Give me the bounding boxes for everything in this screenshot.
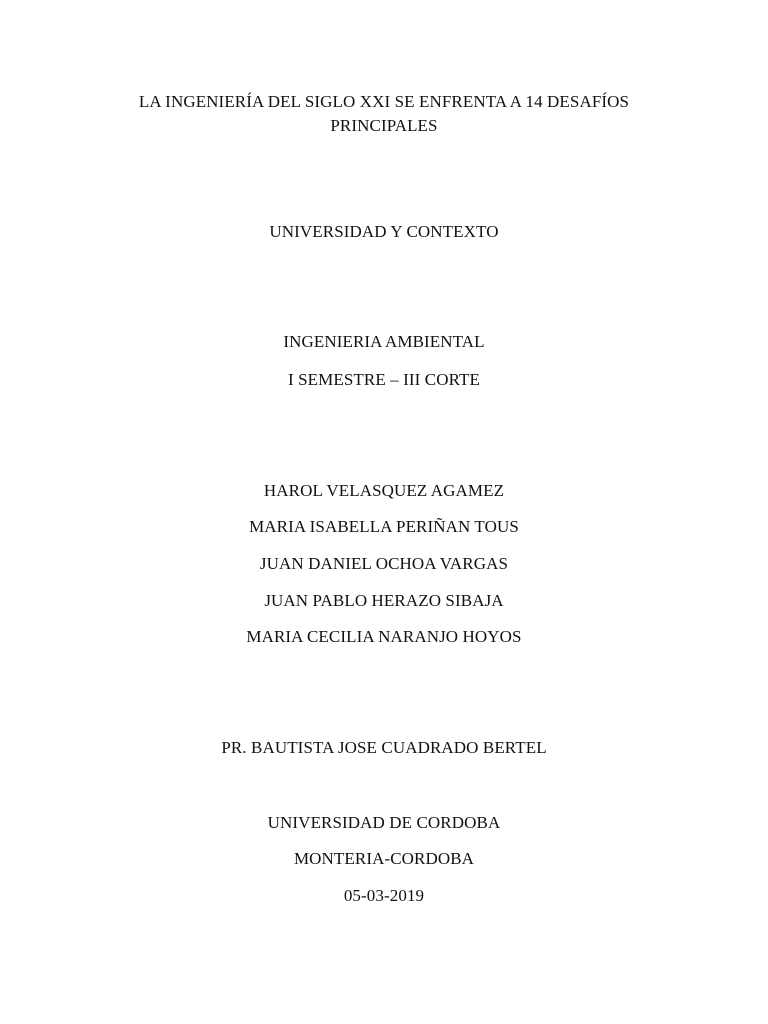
course-name: UNIVERSIDAD Y CONTEXTO: [269, 222, 499, 241]
program-name: INGENIERIA AMBIENTAL: [283, 332, 485, 351]
title-line-1: LA INGENIERÍA DEL SIGLO XXI SE ENFRENTA A 14 DESAFÍOS: [138, 92, 630, 111]
author-name: JUAN PABLO HERAZO SIBAJA: [264, 591, 504, 610]
university-name: UNIVERSIDAD DE CORDOBA: [267, 813, 501, 832]
title-line-2: PRINCIPALES: [330, 116, 438, 135]
professor-name: PR. BAUTISTA JOSE CUADRADO BERTEL: [221, 738, 547, 757]
author-name: MARIA ISABELLA PERIÑAN TOUS: [249, 517, 519, 536]
author-name: HAROL VELASQUEZ AGAMEZ: [263, 481, 505, 500]
city-name: MONTERIA-CORDOBA: [293, 849, 475, 868]
document-date: 05-03-2019: [343, 886, 425, 905]
semester-info: I SEMESTRE – III CORTE: [288, 370, 480, 389]
author-name: JUAN DANIEL OCHOA VARGAS: [259, 554, 509, 573]
author-name: MARIA CECILIA NARANJO HOYOS: [246, 627, 522, 646]
